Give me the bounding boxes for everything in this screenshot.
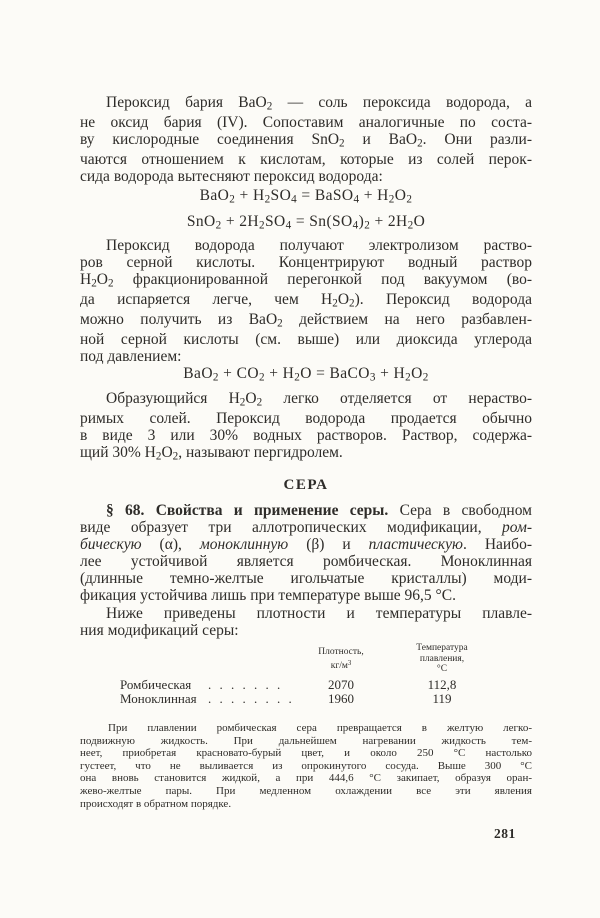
- text-line: лее устойчивой является ромбическая. Моноклинная: [80, 553, 532, 570]
- text-line: сида водорода вытесняют пероксид водорода:: [80, 168, 383, 186]
- text-line: виде образует три аллотропических модификации, ром-: [80, 519, 532, 536]
- row-label: Моноклинная: [120, 691, 197, 706]
- text-line: ной серной кислоты (см. выше) или диоксида углерода: [80, 331, 532, 349]
- text-line: Плотность,: [318, 647, 364, 657]
- dot-leader: . . . . . . . .: [208, 692, 292, 706]
- paragraph-perhydrol: [80, 391, 532, 465]
- text-line: § 68. Свойства и применение серы. Сера в свободном: [106, 502, 532, 519]
- table-header-melting-point: [382, 643, 502, 675]
- equation-block-carbon-dioxide: [80, 363, 532, 389]
- text-line: густеет, что не выливается из опрокинутого сосуда. Выше 300 °С: [80, 759, 532, 772]
- dot-leader: . . . . . . .: [208, 678, 281, 692]
- text-line: плавления,: [419, 653, 465, 664]
- text-line: Пероксид бария BaO2 — соль пероксида водорода, а: [106, 94, 533, 113]
- paragraph-table-intro: [80, 605, 532, 639]
- melting-value: 112,8: [427, 677, 457, 692]
- text-line: Ниже приведены плотности и температуры плавле-: [106, 605, 532, 622]
- text-line: жево-желтые пары. При медленном охлаждении все эти явления: [80, 784, 532, 797]
- row-label: Ромбическая: [120, 677, 192, 692]
- paragraph-sulfur-properties: [80, 502, 532, 604]
- paragraph-barium-peroxide: [80, 95, 532, 186]
- text-line: чаются отношением к кислотам, которые из солей перок-: [80, 151, 532, 169]
- text-line: °С: [436, 664, 448, 674]
- text-line: Пероксид водорода получают электролизом раство-: [106, 237, 532, 254]
- text-line: она вновь становится жидкой, а при 444,6 °С закипает, образуя оран-: [80, 772, 532, 785]
- text-line: При плавлении ромбическая сера превращается в желтую легко-: [108, 722, 532, 734]
- equation-block-sulfuric-acid: [80, 185, 532, 237]
- text-line: неет, приобретая красновато-бурый цвет, и около 250 °С настолько: [80, 747, 532, 760]
- text-line: $кг/м^3$: [330, 660, 352, 672]
- text-line: в виде 3 или 30% водных растворов. Раствор, содержа-: [80, 427, 532, 445]
- text-line: не оксид бария (IV). Сопоставим аналогичные по соста-: [80, 114, 532, 132]
- text-line: ния модификаций серы:: [80, 622, 239, 639]
- text-line: (длинные темно-желтые игольчатые кристаллы) моди-: [80, 570, 532, 587]
- fine-print-paragraph-melting-behavior: [80, 722, 532, 810]
- text-line: ров серной кислоты. Концентрируют водный раствор: [80, 253, 532, 271]
- table-row-monoclinic: [80, 692, 532, 706]
- text-line: SnO2 + 2H2SO4 = Sn(SO4)2 + 2H2O: [186, 212, 426, 232]
- text-line: Образующийся H2O2 легко отделяется от нераство-: [106, 390, 532, 409]
- density-value: 2070: [328, 677, 354, 692]
- page-number: 281: [494, 826, 516, 841]
- text-line: фикация устойчива лишь при температуре выше 96,5 °С.: [80, 587, 456, 604]
- text-line: можно получить из BaO2 действием на него разбавлен-: [80, 311, 532, 330]
- text-line: H2O2 фракционированной перегонкой под вакуумом (во-: [80, 270, 532, 290]
- text-line: BaO2 + CO2 + H2O = BaCO3 + H2O2: [183, 365, 429, 384]
- text-line: Температура: [416, 643, 468, 653]
- text-line: бическую (α), моноклинную (β) и пластическую. Наибо-: [80, 536, 532, 553]
- paragraph-hydrogen-peroxide-production: [80, 238, 532, 366]
- text-line: подвижную жидкость. При дальнейшем нагревании жидкость тем-: [80, 734, 532, 747]
- text-line: под давлением:: [80, 348, 182, 366]
- melting-value: 119: [432, 691, 452, 706]
- section-heading-sulfur: СЕРА: [283, 477, 329, 493]
- text-line: римых солей. Пероксид водорода продается обычно: [80, 410, 532, 428]
- density-value: 1960: [328, 691, 354, 706]
- sulfur-modifications-table: [80, 642, 532, 720]
- text-line: да испаряется легче, чем H2O2). Пероксид водорода: [80, 290, 532, 310]
- text-line: BaO2 + H2SO4 = BaSO4 + H2O2: [199, 187, 413, 206]
- text-line: происходят в обратном порядке.: [80, 797, 232, 810]
- table-row-rhombic: [80, 678, 532, 692]
- text-line: ву кислородные соединения SnO2 и BaO2. Они разли-: [80, 131, 532, 150]
- text-line: щий 30% H2O2, называют пергидролем.: [80, 443, 343, 463]
